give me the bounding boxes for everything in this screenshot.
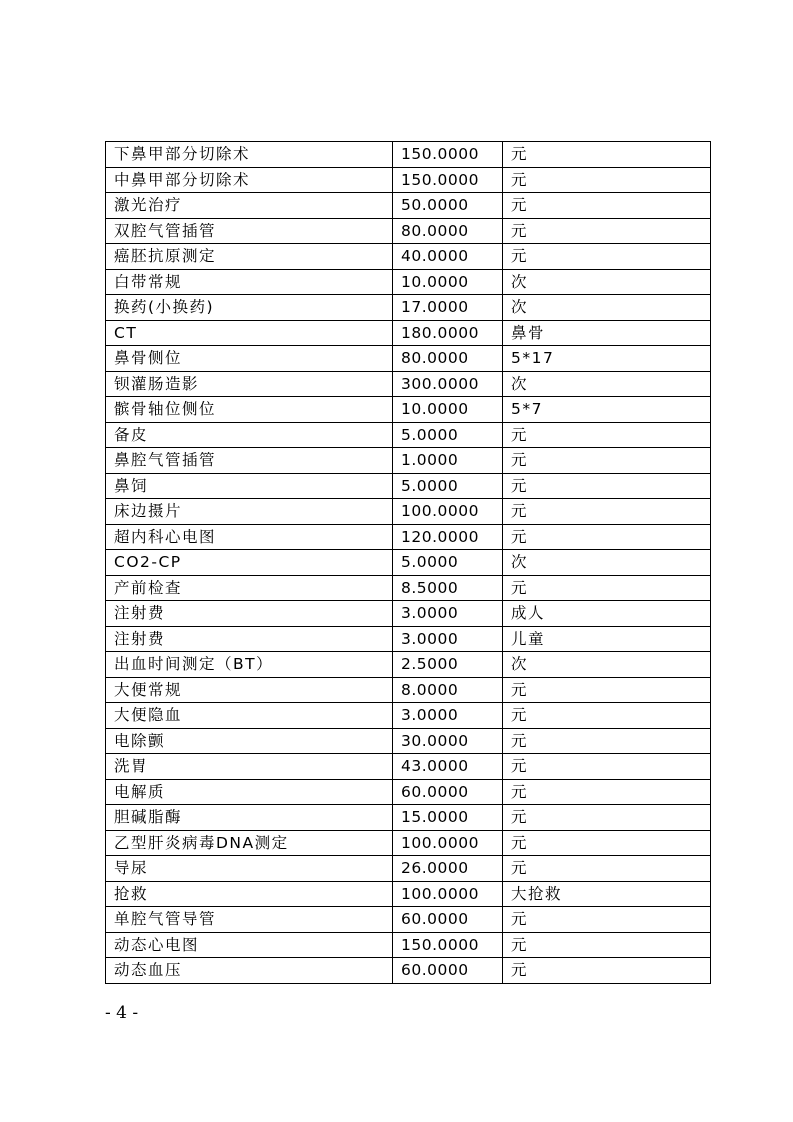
unit-cell: 元	[503, 167, 711, 193]
price-cell: 60.0000	[393, 958, 503, 984]
table-row	[106, 601, 711, 627]
item-name-cell: 抢救	[106, 881, 393, 907]
price-cell: 150.0000	[393, 142, 503, 168]
table-row	[106, 677, 711, 703]
price-cell: 100.0000	[393, 499, 503, 525]
unit-cell: 元	[503, 932, 711, 958]
price-cell: 3.0000	[393, 626, 503, 652]
price-cell: 1.0000	[393, 448, 503, 474]
item-name-cell: CO2-CP	[106, 550, 393, 576]
price-cell: 5.0000	[393, 422, 503, 448]
item-name-cell: 双腔气管插管	[106, 218, 393, 244]
table-row	[106, 958, 711, 984]
price-cell: 43.0000	[393, 754, 503, 780]
item-name-cell: 换药(小换药)	[106, 295, 393, 321]
price-table-body	[106, 142, 711, 984]
price-cell: 80.0000	[393, 218, 503, 244]
price-cell: 17.0000	[393, 295, 503, 321]
table-row	[106, 320, 711, 346]
price-cell: 50.0000	[393, 193, 503, 219]
unit-cell: 元	[503, 754, 711, 780]
price-table	[105, 141, 711, 984]
unit-cell: 次	[503, 371, 711, 397]
table-row	[106, 550, 711, 576]
table-row	[106, 728, 711, 754]
item-name-cell: 备皮	[106, 422, 393, 448]
price-cell: 5.0000	[393, 473, 503, 499]
table-row	[106, 473, 711, 499]
item-name-cell: 洗胃	[106, 754, 393, 780]
unit-cell: 元	[503, 142, 711, 168]
unit-cell: 元	[503, 499, 711, 525]
table-row	[106, 142, 711, 168]
item-name-cell: 鼻骨侧位	[106, 346, 393, 372]
price-cell: 10.0000	[393, 269, 503, 295]
unit-cell: 元	[503, 728, 711, 754]
table-row	[106, 626, 711, 652]
table-row	[106, 193, 711, 219]
price-cell: 40.0000	[393, 244, 503, 270]
table-row	[106, 295, 711, 321]
price-cell: 2.5000	[393, 652, 503, 678]
price-cell: 100.0000	[393, 830, 503, 856]
table-row	[106, 448, 711, 474]
price-cell: 8.0000	[393, 677, 503, 703]
unit-cell: 鼻骨	[503, 320, 711, 346]
price-cell: 3.0000	[393, 703, 503, 729]
table-row	[106, 371, 711, 397]
unit-cell: 次	[503, 550, 711, 576]
unit-cell: 元	[503, 779, 711, 805]
unit-cell: 次	[503, 295, 711, 321]
unit-cell: 元	[503, 677, 711, 703]
price-cell: 3.0000	[393, 601, 503, 627]
item-name-cell: 产前检查	[106, 575, 393, 601]
item-name-cell: 激光治疗	[106, 193, 393, 219]
item-name-cell: 导尿	[106, 856, 393, 882]
price-cell: 8.5000	[393, 575, 503, 601]
table-row	[106, 856, 711, 882]
unit-cell: 5*17	[503, 346, 711, 372]
unit-cell: 元	[503, 422, 711, 448]
table-row	[106, 907, 711, 933]
item-name-cell: 乙型肝炎病毒DNA测定	[106, 830, 393, 856]
table-row	[106, 779, 711, 805]
item-name-cell: 电除颤	[106, 728, 393, 754]
table-row	[106, 218, 711, 244]
item-name-cell: 注射费	[106, 601, 393, 627]
unit-cell: 大抢救	[503, 881, 711, 907]
unit-cell: 元	[503, 907, 711, 933]
item-name-cell: 动态血压	[106, 958, 393, 984]
item-name-cell: 单腔气管导管	[106, 907, 393, 933]
price-cell: 26.0000	[393, 856, 503, 882]
item-name-cell: CT	[106, 320, 393, 346]
price-cell: 150.0000	[393, 932, 503, 958]
table-row	[106, 269, 711, 295]
item-name-cell: 床边摄片	[106, 499, 393, 525]
unit-cell: 元	[503, 524, 711, 550]
unit-cell: 次	[503, 652, 711, 678]
unit-cell: 成人	[503, 601, 711, 627]
table-row	[106, 805, 711, 831]
table-row	[106, 575, 711, 601]
unit-cell: 元	[503, 856, 711, 882]
item-name-cell: 出血时间测定（BT）	[106, 652, 393, 678]
price-cell: 180.0000	[393, 320, 503, 346]
unit-cell: 元	[503, 805, 711, 831]
price-cell: 80.0000	[393, 346, 503, 372]
table-row	[106, 244, 711, 270]
unit-cell: 元	[503, 193, 711, 219]
item-name-cell: 胆碱脂酶	[106, 805, 393, 831]
item-name-cell: 癌胚抗原测定	[106, 244, 393, 270]
table-row	[106, 167, 711, 193]
item-name-cell: 鼻饲	[106, 473, 393, 499]
price-cell: 120.0000	[393, 524, 503, 550]
item-name-cell: 鼻腔气管插管	[106, 448, 393, 474]
price-cell: 300.0000	[393, 371, 503, 397]
table-row	[106, 397, 711, 423]
unit-cell: 元	[503, 575, 711, 601]
item-name-cell: 动态心电图	[106, 932, 393, 958]
unit-cell: 元	[503, 218, 711, 244]
table-row	[106, 932, 711, 958]
table-row	[106, 703, 711, 729]
item-name-cell: 超内科心电图	[106, 524, 393, 550]
item-name-cell: 大便常规	[106, 677, 393, 703]
table-row	[106, 754, 711, 780]
price-cell: 30.0000	[393, 728, 503, 754]
price-cell: 150.0000	[393, 167, 503, 193]
item-name-cell: 中鼻甲部分切除术	[106, 167, 393, 193]
page-number: - 4 -	[105, 1003, 139, 1023]
unit-cell: 元	[503, 448, 711, 474]
unit-cell: 5*7	[503, 397, 711, 423]
item-name-cell: 电解质	[106, 779, 393, 805]
price-cell: 100.0000	[393, 881, 503, 907]
item-name-cell: 下鼻甲部分切除术	[106, 142, 393, 168]
table-row	[106, 830, 711, 856]
item-name-cell: 注射费	[106, 626, 393, 652]
unit-cell: 儿童	[503, 626, 711, 652]
unit-cell: 次	[503, 269, 711, 295]
unit-cell: 元	[503, 473, 711, 499]
item-name-cell: 钡灌肠造影	[106, 371, 393, 397]
price-cell: 15.0000	[393, 805, 503, 831]
unit-cell: 元	[503, 958, 711, 984]
unit-cell: 元	[503, 244, 711, 270]
table-row	[106, 422, 711, 448]
unit-cell: 元	[503, 703, 711, 729]
price-cell: 60.0000	[393, 907, 503, 933]
item-name-cell: 白带常规	[106, 269, 393, 295]
item-name-cell: 髌骨轴位侧位	[106, 397, 393, 423]
table-row	[106, 499, 711, 525]
price-cell: 10.0000	[393, 397, 503, 423]
table-row	[106, 346, 711, 372]
item-name-cell: 大便隐血	[106, 703, 393, 729]
unit-cell: 元	[503, 830, 711, 856]
table-row	[106, 881, 711, 907]
table-row	[106, 652, 711, 678]
price-cell: 60.0000	[393, 779, 503, 805]
price-cell: 5.0000	[393, 550, 503, 576]
table-row	[106, 524, 711, 550]
